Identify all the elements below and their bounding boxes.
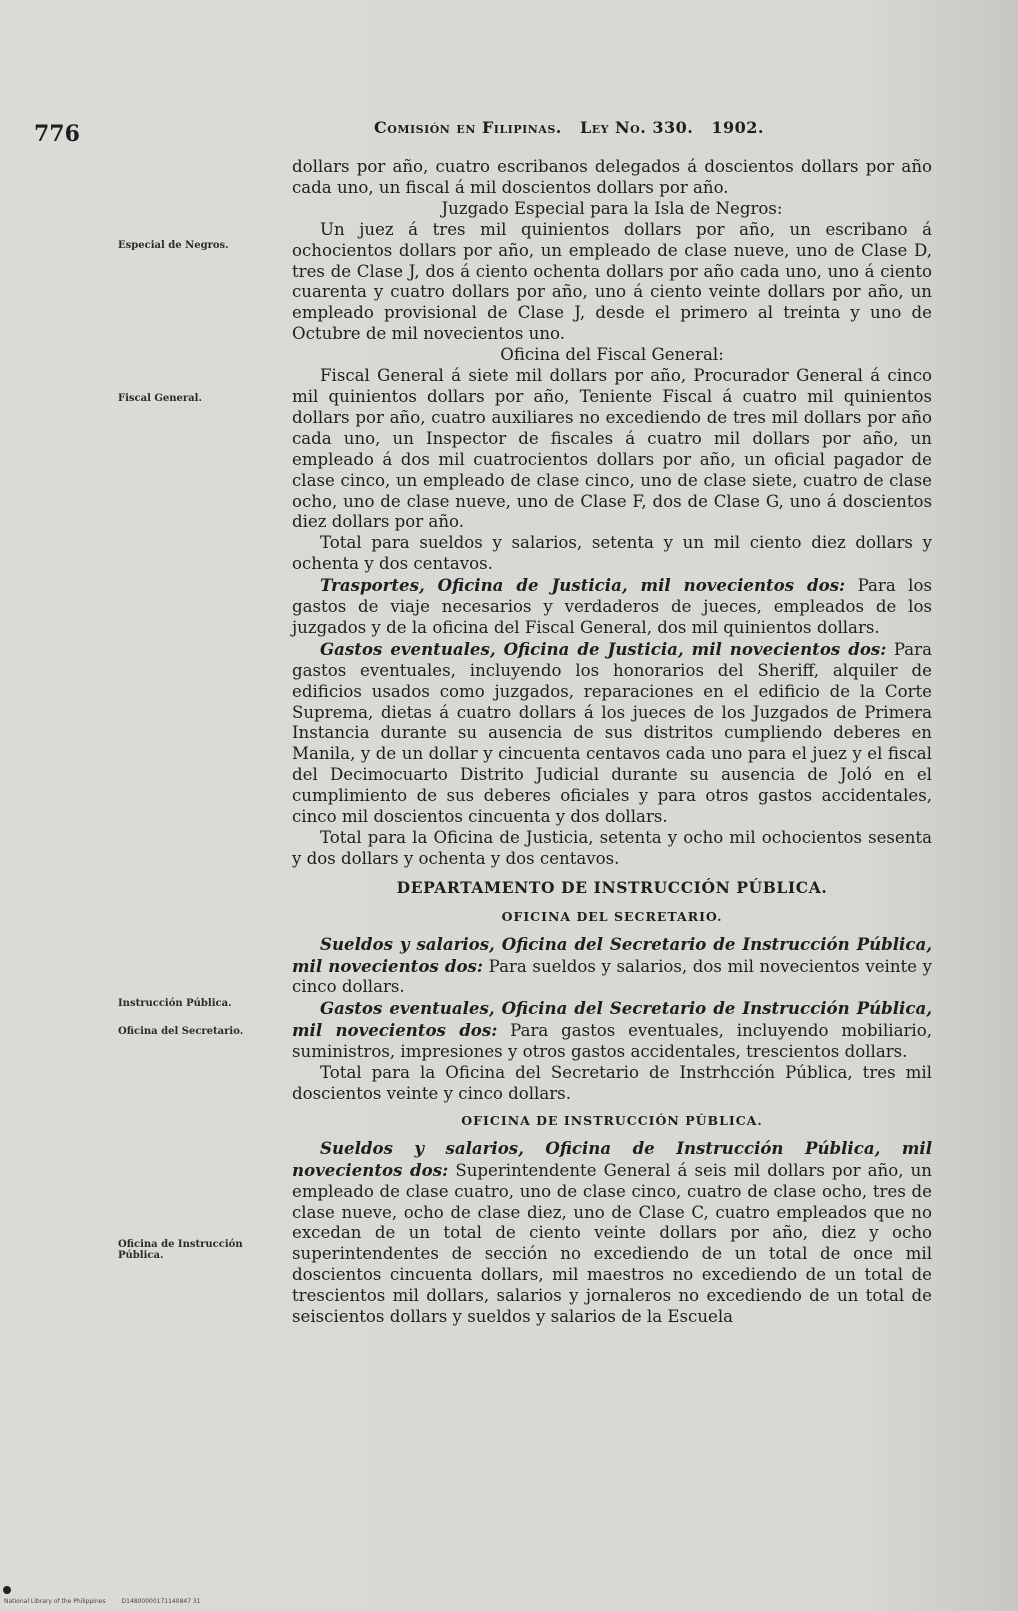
paragraph — [292, 575, 932, 639]
paragraph — [292, 934, 932, 999]
scan-footer — [4, 1598, 215, 1605]
margin-note-fiscal-general: Fiscal General. — [118, 393, 202, 404]
margin-note-oficina-secretario: Oficina del Secretario. — [118, 1026, 244, 1037]
law-number: Ley No. 330. — [579, 118, 694, 137]
department-heading: DEPARTAMENTO DE INSTRUCCIÓN PÚBLICA. — [396, 877, 828, 897]
office-heading: OFICINA DEL SECRETARIO. — [501, 908, 723, 924]
margin-note-instruccion-publica: Instrucción Pública. — [118, 998, 232, 1009]
paragraph-text: Para gastos eventuales, incluyendo mobiliario, suministros, impresiones y otros gastos accidentales, trescientos dollars. — [292, 1021, 932, 1062]
paragraph: dollars por año, cuatro escribanos delegados á doscientos dollars por año cada uno, un fiscal á mil doscientos dollars por año. — [292, 157, 932, 197]
paragraph: Un juez á tres mil quinientos dollars por año, un escribano á ochocientos dollars por año, un empleado de clase nueve, uno de Clase D, tres de Clase J, dos á ciento ochenta dollars por año cada uno, uno á ciento cuarenta y cuatro dollars por año, uno á ciento veinte dollars por año, un empleado provisional de Clase J, desde el primero al treinta y uno de Octubre de mil novecientos uno. — [292, 219, 932, 344]
body-text — [292, 157, 932, 1328]
italic-lead: Sueldos y salarios, Oficina de Instrucción Pública, mil novecientos dos: — [292, 1137, 932, 1180]
paragraph — [292, 639, 932, 828]
paragraph-text: Para sueldos y salarios, dos mil novecientos veinte y cinco dollars. — [292, 956, 932, 997]
paragraph — [292, 998, 932, 1063]
italic-lead: Sueldos y salarios, Oficina del Secretario de Instrucción Pública, mil novecientos dos: — [292, 933, 932, 976]
paragraph — [292, 1138, 932, 1328]
paragraph: Total para sueldos y salarios, setenta y un mil ciento diez dollars y ochenta y dos centavos. — [292, 533, 932, 574]
running-title: Comisión en Filipinas. — [374, 118, 562, 137]
section-caption: Oficina del Fiscal General: — [500, 345, 724, 365]
section-caption: Juzgado Especial para la Isla de Negros: — [441, 198, 783, 218]
scan-mark — [3, 1586, 11, 1594]
italic-lead: Trasportes, Oficina de Justicia, mil novecientos dos: — [320, 575, 846, 596]
paragraph-text: Para gastos eventuales, incluyendo los honorarios del Sheriff, alquiler de edificios usados como juzgados, reparaciones en el edificio de la Corte Suprema, dietas á cuatro dollars á los jueces de los Juzgados de Primera Instancia durante su ausencia de sus distritos cumpliendo deberes en Manila, y de un dollar y cincuenta centavos cada uno para el juez y el fiscal del Decimocuarto Distrito Judicial durante su ausencia de Joló en el cumplimiento de sus deberes oficiales y para otros gastos accidentales, cinco mil doscientos cincuenta y dos dollars. — [292, 639, 932, 827]
office-heading: OFICINA DE INSTRUCCIÓN PÚBLICA. — [461, 1112, 763, 1128]
margin-note-oficina-instruccion: Oficina de Instrucción Pública. — [118, 1239, 243, 1261]
page-number: 776 — [34, 121, 80, 147]
paragraph: Total para la Oficina de Justicia, setenta y ocho mil ochocientos sesenta y dos dollars y ochenta y dos centavos. — [292, 828, 932, 868]
paragraph: Fiscal General á siete mil dollars por año, Procurador General á cinco mil quinientos dollars por año, Teniente Fiscal á cuatro mil quinientos dollars por año, cuatro auxiliares no excediendo de tres mil dollars por año cada uno, un Inspector de fiscales á cuatro mil dollars por año, un empleado á dos mil cuatrocientos dollars por año, un oficial pagador de clase cinco, un empleado de clase cinco, uno de clase siete, cuatro de clase ocho, uno de clase nueve, uno de Clase F, dos de Clase G, uno á doscientos diez dollars por año. — [292, 366, 932, 532]
italic-lead: Gastos eventuales, Oficina de Justicia, mil novecientos dos: — [320, 638, 887, 659]
scan-code: D14800000171140847 31 — [121, 1598, 201, 1605]
year: 1902. — [711, 118, 764, 137]
italic-lead: Gastos eventuales, Oficina del Secretario de Instrucción Pública, mil novecientos dos: — [292, 998, 932, 1041]
paragraph-text: Superintendente General á seis mil dollars por año, un empleado de clase cuatro, uno de clase cinco, cuatro de clase ocho, tres de clase nueve, ocho de clase diez, uno de Clase C, cuatro empleados que no excedan de un total de ciento veinte dollars por año, diez y ocho superintendentes de sección no excediendo de un total de once mil doscientos cincuenta dollars, mil maestros no excediendo de un total de trescientos mil dollars, salarios y jornaleros no excediendo de un total de seiscientos dollars y sueldos y salarios de la Escuela — [292, 1160, 932, 1327]
paragraph-text: Para los gastos de viaje necesarios y verdaderos de jueces, empleados de los juzgados y de la oficina del Fiscal General, dos mil quinientos dollars. — [292, 576, 932, 637]
paragraph: Total para la Oficina del Secretario de Instrhcción Pública, tres mil doscientos veinte y cinco dollars. — [292, 1063, 932, 1103]
library-name: National Library of the Philippines — [4, 1598, 106, 1605]
running-header — [374, 118, 844, 137]
margin-note-especial-negros: Especial de Negros. — [118, 240, 229, 251]
